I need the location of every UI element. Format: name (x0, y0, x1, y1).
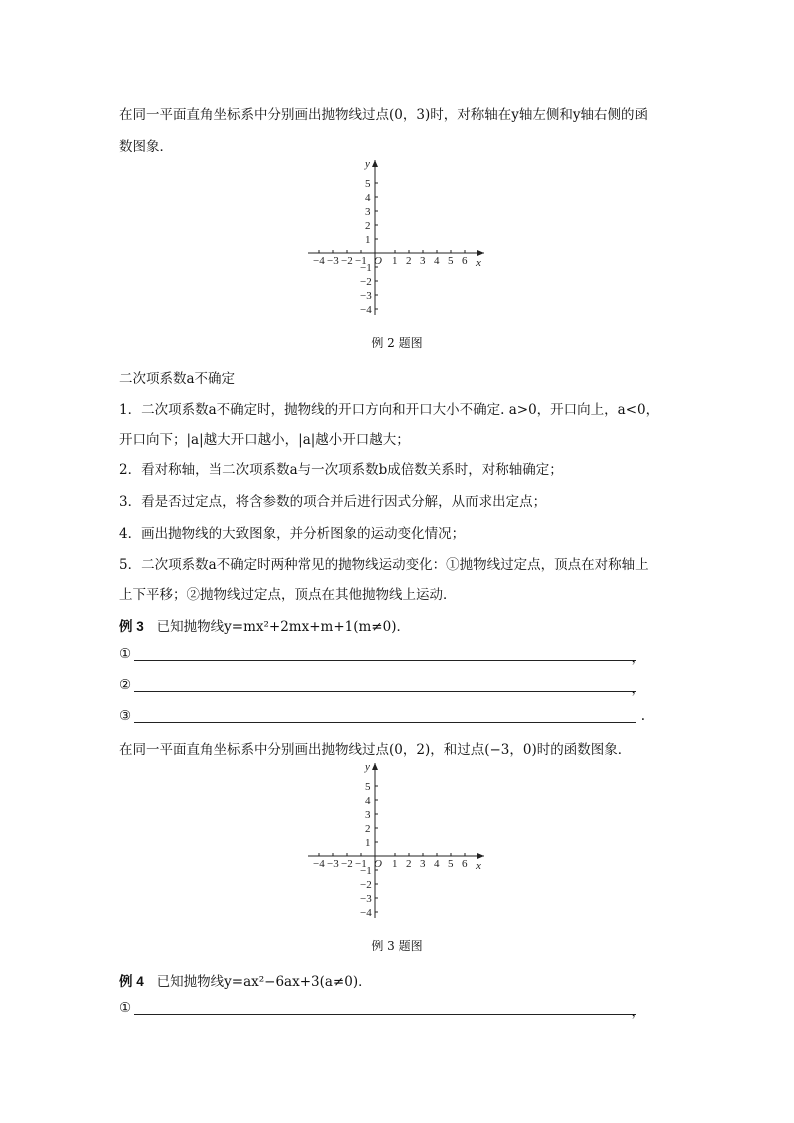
x-tick-label: 6 (462, 255, 468, 267)
section-point-1b: 开口向下；|a|越大开口越小，|a|越小开口越大； (119, 432, 410, 448)
section-heading: 二次项系数a不确定 (119, 371, 236, 387)
coordinate-axes-figure-1 (300, 155, 500, 325)
y-tick-label: −4 (360, 304, 372, 316)
blank-end-punct: . (640, 708, 645, 724)
blank-end-punct: ， (631, 1004, 645, 1020)
y-tick-label: 5 (365, 781, 371, 793)
example-3-blank-2[interactable] (119, 677, 645, 697)
y-tick-label: −4 (360, 907, 372, 919)
answer-line (134, 691, 636, 692)
y-tick-label: −2 (360, 879, 372, 891)
x-tick-label: 1 (392, 858, 398, 870)
x-tick-label: 3 (420, 255, 426, 267)
y-axis-arrow-icon (372, 763, 378, 770)
example-4-blank-1[interactable] (119, 1000, 645, 1020)
section-point-2: 2．看对称轴，当二次项系数a与一次项系数b成倍数关系时，对称轴确定； (119, 462, 563, 478)
figure-2-caption: 例 3 题图 (371, 939, 423, 953)
x-tick-label: −4 (313, 255, 325, 267)
y-tick-label: 4 (365, 795, 371, 807)
intro-line-1: 在同一平面直角坐标系中分别画出抛物线过点(0，3)时，对称轴在y轴左侧和y轴右侧的函 (119, 107, 648, 123)
origin-label: O (374, 858, 382, 870)
section-point-1a: 1．二次项系数a不确定时，抛物线的开口方向和开口大小不确定. a>0，开口向上，a<0， (119, 402, 660, 418)
section-point-4: 4．画出抛物线的大致图象，并分析图象的运动变化情况； (119, 526, 466, 542)
section-point-5b: 上下平移；②抛物线过定点，顶点在其他抛物线上运动． (119, 587, 457, 603)
example-3-blank-3[interactable] (119, 708, 645, 724)
example-3-text: 已知抛物线y=mx²+2mx+m+1(m≠0)． (156, 619, 410, 635)
x-tick-label: −2 (341, 858, 353, 870)
blank-end-punct: ， (631, 650, 645, 666)
blank-marker: ① (119, 1000, 132, 1016)
y-tick-label: 1 (365, 234, 371, 246)
y-tick-label: 5 (365, 178, 371, 190)
x-tick-label: 5 (448, 255, 454, 267)
y-tick-label: 1 (365, 837, 371, 849)
example-3-label: 例 3 (119, 619, 144, 634)
x-axis-arrow-icon (477, 853, 484, 859)
intro-line-2: 数图象． (119, 139, 173, 155)
blank-marker: ② (119, 677, 132, 693)
y-tick-label: −1 (360, 865, 372, 877)
y-tick-label: 2 (365, 823, 371, 835)
blank-end-punct: ， (631, 681, 645, 697)
x-tick-label: −1 (355, 255, 367, 267)
y-tick-label: 3 (365, 809, 371, 821)
y-axis-arrow-icon (372, 160, 378, 167)
blank-marker: ① (119, 646, 132, 662)
figure-1-caption: 例 2 题图 (371, 336, 423, 350)
x-tick-label: 2 (406, 858, 412, 870)
section-point-3: 3．看是否过定点，将含参数的项合并后进行因式分解，从而求出定点； (119, 494, 547, 510)
coordinate-axes-figure-2 (300, 758, 500, 928)
y-tick-label: −1 (360, 262, 372, 274)
x-tick-label: −2 (341, 255, 353, 267)
answer-line (134, 722, 636, 723)
answer-line (134, 1014, 636, 1015)
y-tick-label: 2 (365, 220, 371, 232)
example-3-blank-1[interactable] (119, 646, 645, 666)
intro-2: 在同一平面直角坐标系中分别画出抛物线过点(0，2)，和过点(−3，0)时的函数图象． (119, 742, 632, 758)
example-4-label: 例 4 (119, 974, 144, 989)
y-tick-label: 3 (365, 206, 371, 218)
y-tick-label: −2 (360, 276, 372, 288)
x-axis-label: x (476, 860, 481, 872)
x-tick-label: 3 (420, 858, 426, 870)
blank-marker: ③ (119, 708, 132, 724)
x-tick-label: −4 (313, 858, 325, 870)
x-tick-label: −3 (327, 858, 339, 870)
x-tick-label: 4 (434, 858, 440, 870)
x-tick-label: 2 (406, 255, 412, 267)
example-3-statement (119, 615, 410, 635)
section-point-5a: 5．二次项系数a不确定时两种常见的抛物线运动变化：①抛物线过定点，顶点在对称轴上 (119, 557, 649, 573)
y-tick-label: −3 (360, 290, 372, 302)
x-tick-label: 1 (392, 255, 398, 267)
x-tick-label: 4 (434, 255, 440, 267)
x-tick-label: 5 (448, 858, 454, 870)
example-4-statement (119, 970, 372, 990)
y-axis-label: y (365, 158, 370, 170)
y-tick-label: −3 (360, 893, 372, 905)
example-4-text: 已知抛物线y=ax²−6ax+3(a≠0)． (156, 974, 372, 990)
x-axis-arrow-icon (477, 250, 484, 256)
answer-line (134, 660, 636, 661)
x-tick-label: 6 (462, 858, 468, 870)
x-tick-label: −1 (355, 858, 367, 870)
y-axis-label: y (365, 761, 370, 773)
x-axis-label: x (476, 257, 481, 269)
y-tick-label: 4 (365, 192, 371, 204)
origin-label: O (374, 255, 382, 267)
x-tick-label: −3 (327, 255, 339, 267)
